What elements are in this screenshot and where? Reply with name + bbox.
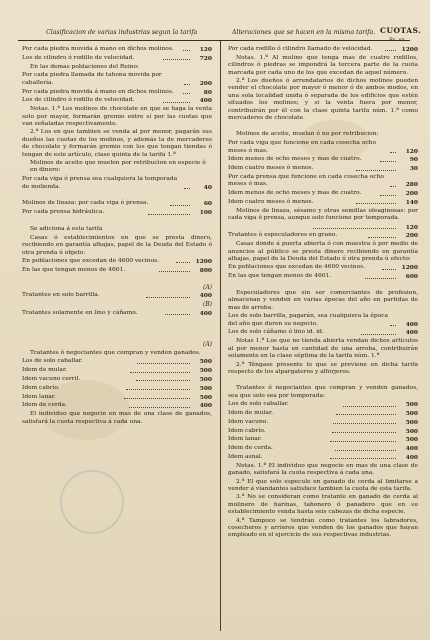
dot-leader <box>176 262 190 263</box>
tariff-row <box>228 232 418 239</box>
tariff-row <box>22 267 212 274</box>
tariff-row-label: Idem menos de ocho meses y mas de cuatro. <box>228 190 362 197</box>
tariff-row <box>22 358 212 365</box>
tariff-row-value: 720 <box>199 54 212 62</box>
tariff-row <box>22 209 212 216</box>
tariff-row-value: 200 <box>405 190 419 198</box>
dot-leader <box>170 205 190 206</box>
tariff-row-label: Por cada prensa hidráulica. <box>22 209 105 216</box>
tariff-row-value: 400 <box>405 453 419 461</box>
tariff-row <box>22 97 212 104</box>
note-paragraph: Especuladores que sin ser comerciantes de profesion, almacenan y venden en varias épocas del año en partidas de mas de arroba. <box>228 290 418 311</box>
section-marker: (A) <box>202 283 212 291</box>
tariff-row <box>228 190 418 197</box>
tariff-row-value: 200 <box>405 232 419 240</box>
tariff-row <box>22 258 212 265</box>
tariff-row <box>22 176 212 191</box>
dot-leader <box>333 423 396 424</box>
tariff-row-value: 1200 <box>401 264 419 272</box>
dot-leader <box>137 363 190 364</box>
tariff-row-label: Por cada rodillo ó cilindro llamado de velocidad. <box>228 46 373 52</box>
note-paragraph: Casas ó establecimientos en que se presta dinero, recibiendo en garantía alhajas, papel de la Deuda del Estado ó otra prenda ú objeto: <box>22 234 212 256</box>
dot-leader <box>332 432 396 433</box>
tariff-row-value: 500 <box>199 367 212 375</box>
tariff-row <box>22 367 212 374</box>
tariff-row-label: Idem cabrío. <box>22 384 60 391</box>
note-paragraph: 4.ª Tampoco se tendrán como tratantes los labradores, cosecheros y arrieros que venden de los ganados que hayan empleado en el ejercicio de sus respectivas industrias. <box>228 517 418 539</box>
tariff-row-value: 500 <box>405 401 418 409</box>
dot-leader <box>148 214 190 215</box>
tariff-row-label: Idem cabrío. <box>228 427 266 434</box>
note-paragraph: Notas 1.ª Los que no tienda abierta vendan dichos artículos al por menor hasta en cantidad de una arroba, contribuirán solamente en la clase séptima de la tarifa núm. 1.ª <box>228 338 418 360</box>
tariff-row-label: Los de solo cáñamo ó lino id. id. <box>228 329 324 336</box>
tariff-row-label: Idem de cerda. <box>22 402 67 409</box>
tariff-row-value: 400 <box>199 292 212 300</box>
tariff-row-value: 500 <box>199 384 213 392</box>
dot-leader <box>330 458 396 459</box>
tariff-row <box>228 313 418 328</box>
dot-leader <box>184 84 190 85</box>
tariff-row-value: 90 <box>409 156 419 164</box>
tariff-row-value: 30 <box>409 165 419 173</box>
tariff-row-label: En las que tengan menos de 4601. <box>228 273 332 280</box>
tariff-row <box>22 402 212 409</box>
tariff-row-value: 140 <box>405 199 419 207</box>
note-paragraph: Notas. 1.ª El individuo que negocie en mas de una clase de ganado, satisfará la cuota respectiva á cada una. <box>228 462 418 477</box>
dot-leader <box>159 271 190 272</box>
dot-leader <box>385 50 396 51</box>
tariff-row-value: 500 <box>405 409 418 417</box>
tariff-row-value: 500 <box>405 436 419 444</box>
tariff-row-value: 80 <box>203 88 212 96</box>
dot-leader <box>163 102 190 103</box>
tariff-row-label: En poblaciones que excedan de 4600 vecinos. <box>22 258 160 265</box>
tariff-row-value: 60 <box>203 200 213 208</box>
section-marker: (B) <box>202 301 212 309</box>
tariff-row-label: Idem de mular. <box>228 409 273 416</box>
column-divider <box>220 41 221 631</box>
tariff-row-label: Idem cuatro meses ó menos. <box>228 165 314 172</box>
dot-leader <box>165 314 190 315</box>
tariff-row-value: 120 <box>199 46 212 53</box>
dot-leader <box>335 450 396 451</box>
tariff-row-label: Por cada viga ó prensa sea cualquiera la temporada de molienda. <box>22 176 178 190</box>
tariff-row-label: Idem lanar. <box>228 436 262 443</box>
dot-leader <box>382 269 396 270</box>
tariff-row-label: Los de solo caballar. <box>22 358 83 365</box>
tariff-row-value: 100 <box>199 209 213 217</box>
dot-leader <box>183 93 190 94</box>
tariff-row-label: Idem de cerda. <box>228 445 273 452</box>
note-paragraph: Molinos de linaza, sésamo y otras semillas oleaginosas: por cada viga ó prensa, aunque solo funcione por temporada. <box>228 207 418 222</box>
tariff-row <box>228 401 418 408</box>
tariff-row-label: Idem vacuno cerril. <box>22 376 81 383</box>
tariff-row-label: Por cada piedra movida á mano en dichos molinos. <box>22 46 174 52</box>
tariff-row <box>22 394 212 401</box>
tariff-row-label: Los de solo caballar. <box>228 401 289 408</box>
tariff-row <box>22 89 212 96</box>
page-header <box>0 26 430 43</box>
note-paragraph: Casas donde á puerta abierta ó con muestra ó por medio de anuncios al público se presta dinero recibiendo en garantía alhajas, papel de la Deuda del Estado ú otra prenda ú efecto: <box>228 241 418 263</box>
tariff-row <box>228 329 418 336</box>
dot-leader <box>130 372 191 373</box>
tariff-row-value: 500 <box>199 376 212 384</box>
tariff-row-value: 400 <box>199 310 212 318</box>
dot-leader <box>129 407 190 408</box>
tariff-row-value: 200 <box>199 79 212 87</box>
tariff-row <box>22 72 212 87</box>
dot-leader <box>336 414 397 415</box>
section-title: CUOTAS. <box>380 26 422 35</box>
dot-leader <box>183 50 190 51</box>
tariff-row-label: Los de cilindro ó rodillo de velocidad. <box>22 54 135 61</box>
tariff-row <box>228 410 418 417</box>
dot-leader <box>330 441 396 442</box>
section-line: En las demas poblaciones del Reino: <box>30 63 140 70</box>
tariff-row-label: Tratantes ó especuladores en grano. <box>228 232 338 239</box>
tariff-row <box>228 264 418 271</box>
spacer <box>22 276 212 284</box>
dot-leader <box>356 203 396 204</box>
tariff-row <box>22 46 212 53</box>
tariff-row-label: Los de solo barrilla, pagarán, sea cualquiera la época del año que duren su negocio. <box>228 313 389 327</box>
tariff-row <box>22 376 212 383</box>
tariff-row <box>228 174 418 189</box>
spacer <box>228 282 418 290</box>
tariff-row-label: Molinos de linaza: por cada viga ó prensa. <box>22 200 149 207</box>
section-marker: (A) <box>202 340 212 348</box>
tariff-row <box>228 419 418 426</box>
tariff-row-label: Tratantes en solo barrilla. <box>22 292 100 299</box>
tariff-row-value: 400 <box>405 320 418 328</box>
note-paragraph: 3.ª No se consideran como tratante en ganado de cerda al molinero de harinas, tahonero ó panadero que en su establecimiento venda hasta seis cabezas de dicha especie. <box>228 494 418 516</box>
tariff-row-value: 800 <box>199 266 213 274</box>
dot-leader <box>126 389 190 390</box>
tariff-row-value: 400 <box>199 402 212 410</box>
dot-leader <box>163 59 190 60</box>
dot-leader <box>365 278 396 279</box>
tariff-row-label: Idem menos de ocho meses y mas de cuatro. <box>228 156 362 163</box>
tariff-row <box>228 199 418 206</box>
tariff-row-label: Por cada viga que funcione en cada cosecha ocho meses ó mas. <box>228 140 377 154</box>
note-paragraph: El individuo que negocie en mas de una clase de ganados, satisfará la cuota respectiva á cada una. <box>22 411 212 425</box>
dot-leader <box>380 195 396 196</box>
tariff-row <box>228 454 418 461</box>
tariff-row-label: En las que tengan menos de 4601. <box>22 266 126 273</box>
dot-leader <box>361 334 396 335</box>
tariff-row-value: 400 <box>405 445 418 453</box>
tariff-row-label: Tratantes solamente en lino y cáñamo. <box>22 310 138 317</box>
note-paragraph: Tratantes ó negociantes que compran y venden ganados, sea que solo sea por temporada: <box>228 385 418 399</box>
tariff-row-label: Los de cilindro ó rodillo de velocidad. <box>22 97 135 104</box>
tariff-row-label: Por cada piedra movida á mano en dichos molinos. <box>22 88 174 95</box>
tariff-row-value: 500 <box>199 358 212 366</box>
tariff-row-label: Idem cuatro meses ó menos. <box>228 199 314 206</box>
tariff-row-value: 500 <box>199 393 213 401</box>
tariff-row-label: Idem lanar. <box>22 393 56 400</box>
right-column <box>228 46 418 541</box>
dot-leader <box>356 170 396 171</box>
spacer <box>22 218 212 226</box>
tariff-row-value: 400 <box>405 329 418 337</box>
tariff-row-value: 400 <box>199 97 212 105</box>
tariff-row <box>228 436 418 443</box>
tariff-row-label: En poblaciones que excedan de 4600 vecinos. <box>228 264 366 271</box>
tariff-row-value: 500 <box>405 418 418 426</box>
tariff-row <box>22 292 212 299</box>
section-line: Se adiciona á esta tarifa <box>30 226 103 233</box>
note-paragraph: 2.ª Téngase presente lo que se previene en dicha tarifa respecto de los alpargateros y alforjeros. <box>228 361 418 375</box>
tariff-row-value: 280 <box>405 181 418 189</box>
header-rule <box>18 40 410 41</box>
tariff-row <box>22 310 212 317</box>
left-column <box>22 46 212 427</box>
dot-leader <box>124 398 190 399</box>
tariff-row-value: 1200 <box>401 46 419 53</box>
tariff-row-label: Por cada piedra llamada de tahona movida por caballería. <box>22 72 162 86</box>
dot-leader <box>313 228 396 229</box>
library-stamp-mark <box>60 470 124 534</box>
tariff-row <box>228 165 418 172</box>
dot-leader <box>380 161 396 162</box>
dot-leader <box>146 297 190 298</box>
dot-leader <box>184 188 190 189</box>
section-line: Molinos de aceite, muelan ó no por retribucion: <box>236 131 379 138</box>
tariff-row-label: Por cada prensa que funcione en cada cosecha ocho meses ó mas. <box>228 174 384 188</box>
tariff-row <box>228 46 418 53</box>
dot-leader <box>136 380 190 381</box>
tariff-row <box>228 445 418 452</box>
tariff-row-value: 40 <box>203 183 212 191</box>
note-paragraph: 2.ª Los dueños ó arrendatarios de dichos molinos pueden vender el chocolate por mayor ó menor ó de ambos modos, en una sola localidad unida ó separada de los edificios que estén situados los molinos; y si la venta fuera por menor, contribuirán por él con la clase quinta tarifa núm. 1.ª como mercaderes de chocolate. <box>228 78 418 122</box>
tariff-row-value: 120 <box>405 147 418 155</box>
section-line: Molinos de aceite que muelen por retribucion en especie ó en dinero: <box>30 160 206 174</box>
tariff-row-value: 120 <box>405 223 418 231</box>
tariff-row <box>22 200 212 207</box>
tariff-row <box>228 273 418 280</box>
tariff-row <box>22 55 212 62</box>
tariff-row <box>22 385 212 392</box>
dot-leader <box>368 237 396 238</box>
note-paragraph: Notas. 1.ª Al molino que tenga mas de cuatro rodillos, cilindros ó piedras se impondrá la tercera parte de la cuota marcada por cada uno de los que excedan de aquel número. <box>228 54 418 76</box>
spacer <box>22 319 212 341</box>
dot-leader <box>390 325 396 326</box>
note-paragraph: 2.ª El que solo especule en ganado de cerda al limitarse a vender á viandantes satisface tambien la cuota de esta tarifa. <box>228 478 418 492</box>
tariff-row <box>228 428 418 435</box>
note-paragraph: 2.ª Los en que tambien se venda al por menor, pagarán sus dueños las cuotas de los molinos, y además la de mercaderes de chocolate y formarán gremio con los que tengan tiendas ó tengan de este artículo, clase quinta de la tarifa 1.ª <box>22 129 212 158</box>
tariff-row-value: 500 <box>405 427 419 435</box>
tariff-row-label: Idem de mular. <box>22 367 67 374</box>
dot-leader <box>390 152 396 153</box>
tariff-row-label: Idem vacuno. <box>228 418 269 425</box>
left-column-title: Clasificacion de varias industrias segun la tarifa <box>46 29 198 36</box>
tariff-row-value: 600 <box>405 273 419 281</box>
right-column-title: Alteraciones que se hacen en la misma tarifa. <box>232 29 376 36</box>
tariff-row-label: Idem asnal. <box>228 453 263 460</box>
dot-leader <box>343 406 396 407</box>
tariff-row <box>228 224 418 231</box>
section-line: Tratantes ó negociantes que compran y venden ganados. <box>30 349 201 356</box>
currency-label: Rs. vn. <box>389 37 407 43</box>
tariff-row-value: 1200 <box>195 258 213 266</box>
dot-leader <box>390 186 396 187</box>
note-paragraph: Notas. 1.ª Los molinos de chocolate en que se haga la venta solo por mayor, formarán gremio entre sí por las cuotas que van señaladas respectivamente. <box>22 106 212 127</box>
tariff-row <box>228 156 418 163</box>
tariff-row <box>228 140 418 155</box>
